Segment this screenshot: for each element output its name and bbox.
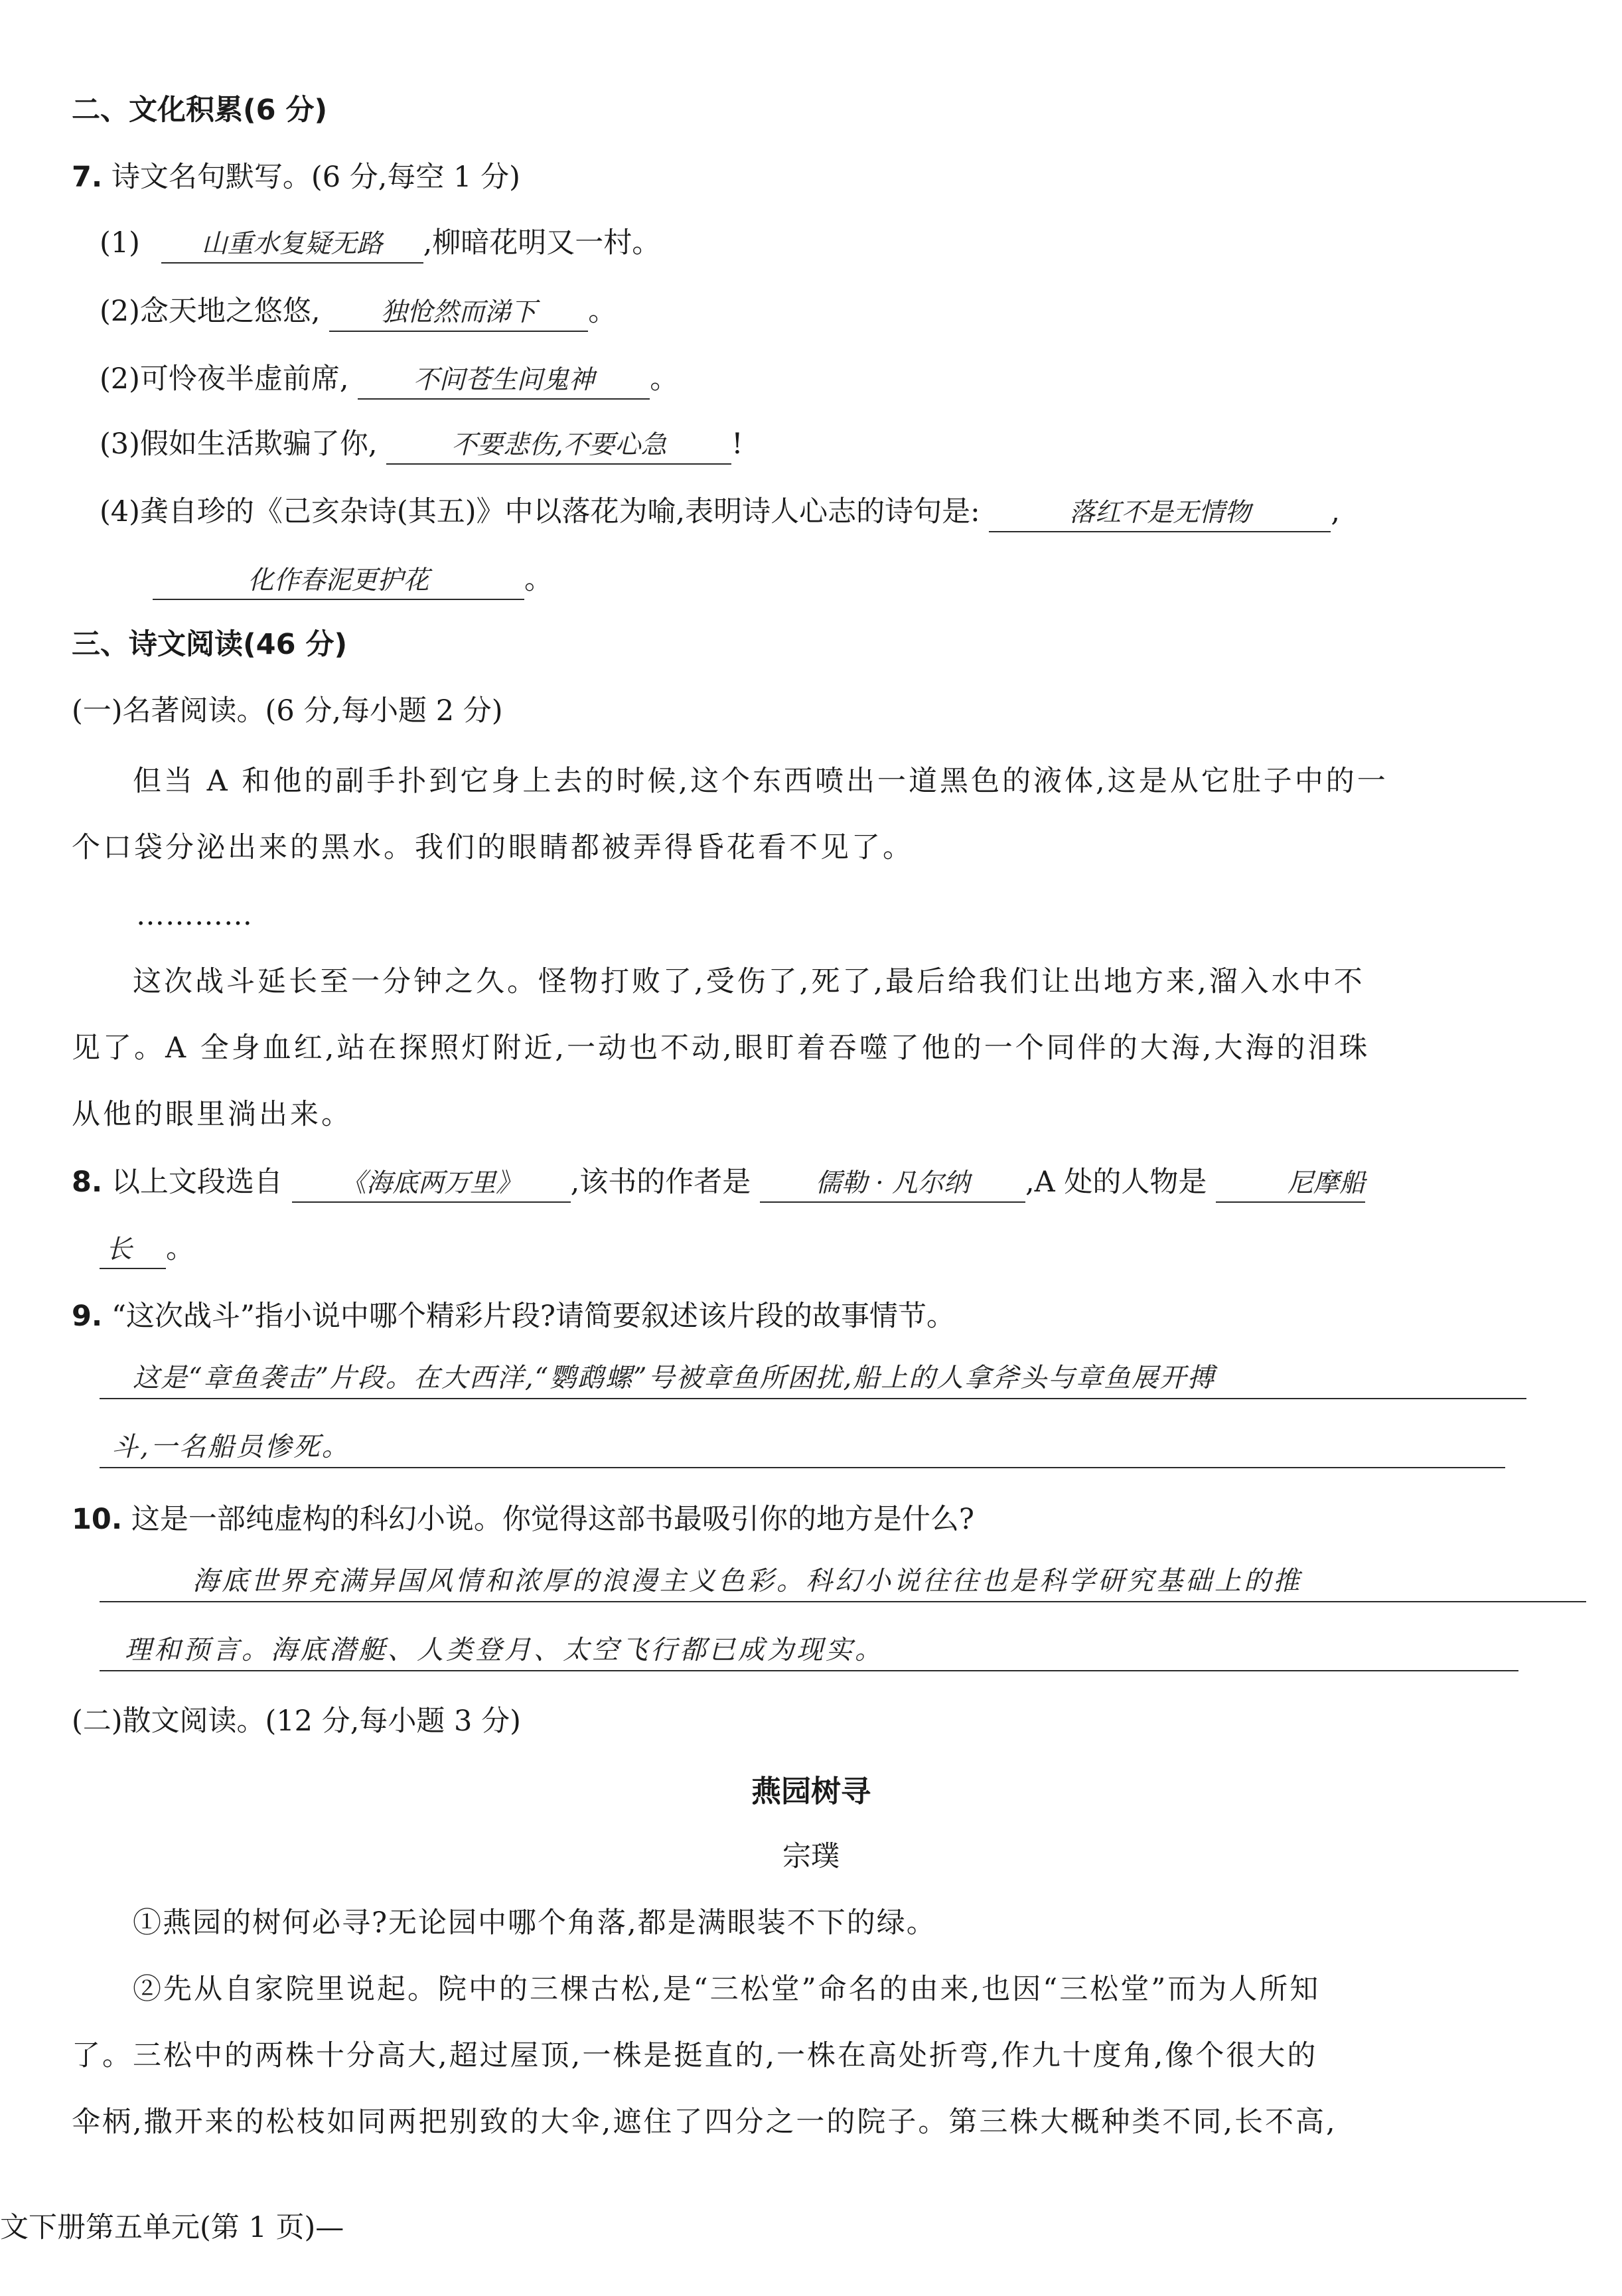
q8-text-2: ,该书的作者是 [570,1166,751,1199]
answer-line: 理和预言。海底潜艇、人类登月、太空飞行都已成为现实。 [100,1637,1518,1671]
answer-blank: 山重水复疑无路 [161,231,423,264]
item-label: (4) [100,495,140,528]
answer-blank: 落红不是无情物 [989,500,1331,532]
item-prefix: 可怜夜半虚前席, [139,362,349,396]
question-stem: 这是一部纯虚构的科幻小说。你觉得这部书最吸引你的地方是什么? [131,1503,974,1536]
article-paragraph-1: ①燕园的树何必寻?无论园中哪个角落,都是满眼装不下的绿。 [133,1906,936,1940]
q7-item-4 [100,427,743,465]
answer-blank-character-cont: 长 [100,1237,166,1269]
question-number: 10. [72,1503,123,1536]
question-stem: “这次战斗”指小说中哪个精彩片段?请简要叙述该片段的故事情节。 [111,1300,955,1333]
article-author: 宗璞 [782,1840,840,1873]
q7-item-3 [100,362,679,400]
passage-line: 这次战斗延长至一分钟之久。怪物打败了,受伤了,死了,最后给我们让出地方来,溜入水中不 [133,965,1365,998]
question-8 [72,1168,1365,1203]
part-2-title: (二)散文阅读。(12 分,每小题 3 分) [72,1705,521,1738]
answer-blank: 化作春泥更护花 [153,568,524,600]
answer-blank: 不问苍生问鬼神 [358,367,650,400]
answer-blank-book: 《海底两万里》 [292,1170,571,1203]
q8-text-1: 以上文段选自 [111,1166,283,1199]
question-10 [72,1505,974,1534]
answer-blank: 不要悲伤,不要心急 [386,432,731,465]
item-suffix: ! [731,427,743,461]
passage-line: 从他的眼里淌出来。 [72,1098,352,1131]
q7-item-1 [100,226,661,264]
q7-item-2 [100,297,617,332]
item-prefix: 假如生活欺骗了你, [139,427,378,461]
part-1-title: (一)名著阅读。(6 分,每小题 2 分) [72,694,503,727]
passage-line: 但当 A 和他的副手扑到它身上去的时候,这个东西喷出一道黑色的液体,这是从它肚子中的一 [133,765,1388,798]
q7-item-5-line2 [153,563,553,600]
answer-line: 这是“章鱼袭击”片段。在大西洋,“鹦鹉螺”号被章鱼所困扰,船上的人拿斧头与章鱼展开搏 [100,1365,1526,1399]
section-3-title: 三、诗文阅读(46 分) [72,628,348,661]
section-2-title: 二、文化积累(6 分) [72,94,328,127]
answer-blank-author: 儒勒 · 凡尔纳 [760,1170,1025,1203]
question-7 [72,163,520,192]
question-8-line2 [100,1232,194,1269]
question-number: 8. [72,1166,103,1199]
question-number: 7. [72,161,103,194]
answer-line: 斗,一名船员惨死。 [100,1434,1505,1468]
q8-text-4: 。 [166,1232,194,1265]
item-label: (3) [100,427,140,461]
question-stem: 诗文名句默写。(6 分,每空 1 分) [111,161,520,194]
item-prefix: 念天地之悠悠, [139,295,321,328]
passage-line: 个口袋分泌出来的黑水。我们的眼睛都被弄得昏花看不见了。 [72,831,914,864]
q8-text-3: ,A 处的人物是 [1025,1166,1207,1199]
answer-line: 海底世界充满异国风情和浓厚的浪漫主义色彩。科幻小说往往也是科学研究基础上的推 [100,1568,1586,1602]
article-paragraph-2-line: ②先从自家院里说起。院中的三棵古松,是“三松堂”命名的由来,也因“三松堂”而为人所知 [133,1973,1321,2006]
item-label: (2) [100,362,140,396]
article-title: 燕园树寻 [751,1774,871,1809]
article-paragraph-2-line: 了。三松中的两株十分高大,超过屋顶,一株是挺直的,一株在高处折弯,作九十度角,像个很大的 [72,2039,1318,2072]
answer-blank-character: 尼摩船 [1216,1170,1365,1203]
question-9 [72,1302,955,1331]
item-label: (2) [100,295,140,328]
item-suffix: 。 [650,362,679,396]
question-number: 9. [72,1300,103,1333]
item-mid: , [1331,495,1340,528]
passage-line: 见了。A 全身血红,站在探照灯附近,一动也不动,眼盯着吞噬了他的一个同伴的大海,大海的泪珠 [72,1032,1370,1065]
article-paragraph-2-line: 伞柄,撒开来的松枝如同两把别致的大伞,遮住了四分之一的院子。第三株大概种类不同,长不高, [72,2105,1337,2139]
item-suffix: 。 [524,563,553,596]
item-label: (1) [100,226,140,260]
item-suffix: 。 [588,295,617,328]
passage-ellipsis: ………… [136,899,253,932]
answer-blank: 独怆然而涕下 [329,299,588,332]
item-suffix: ,柳暗花明又一村。 [423,226,661,260]
q7-item-5 [100,495,1340,532]
page-footer: 文下册第五单元(第 1 页)— [0,2211,344,2244]
item-prefix: 龚自珍的《己亥杂诗(其五)》中以落花为喻,表明诗人心志的诗句是: [139,495,980,528]
